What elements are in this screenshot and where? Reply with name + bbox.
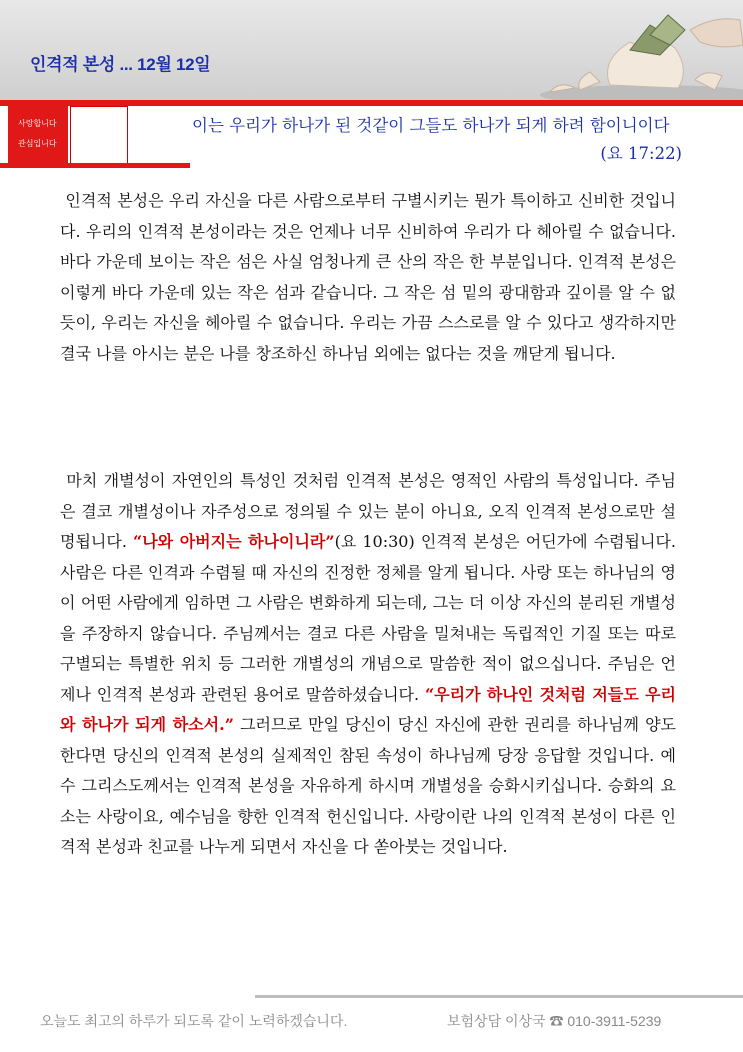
label-badge <box>8 104 68 164</box>
footer-divider <box>255 995 743 998</box>
page-title: 인격적 본성 ... 12월 12일 <box>30 55 211 74</box>
verse-text: 이는 우리가 하나가 된 것같이 그들도 하나가 되게 하려 함이니이다 <box>192 116 670 135</box>
verse-reference: (요 17:22) <box>600 144 682 163</box>
footer-contact: 보험상담 이상국 ☎ 010-3911-5239 <box>447 1013 662 1029</box>
badge-line-2: 관심입니다 <box>18 139 57 148</box>
scripture-verse <box>192 112 682 163</box>
paragraph-2-text-a: 마치 개별성이 자연인의 특성인 것처럼 인격적 본성은 영적인 사람의 특성입니다. 주님은 결코 개별성이나 자주성으로 정의될 수 있는 분이 아니요, 오직 인격적 본성으로만 설명됩니다. <box>60 471 676 551</box>
cracked-egg-money-art <box>500 0 743 100</box>
quote-john-10-30: “나와 아버지는 하나이니라” <box>133 532 335 551</box>
paragraph-2 <box>60 466 676 863</box>
paragraph-1 <box>60 186 676 369</box>
footer <box>40 1011 730 1031</box>
header-banner <box>0 0 743 100</box>
paragraph-2-text-b: (요 10:30) 인격적 본성은 어딘가에 수렴됩니다. 사람은 다른 인격과 수렴될 때 자신의 진정한 정체를 알게 됩니다. 사랑 또는 하나님의 영이 어떤 사람에게 임하면 그 사람은 변화하게 되는데, 그는 더 이상 자신의 분리된 개별성을 주장하지 않습니다. 주님께서는 결코 다른 사람을 밀쳐내는 독립적인 기질 또는 따로 구별되는 특별한 위치 등 그러한 개별성의 개념으로 말씀한 적이 없으십니다. 주님은 언제나 인격적 본성과 관련된 용어로 말씀하셨습니다. <box>60 532 676 704</box>
quote-john-17: “우리가 하나인 것처럼 저들도 우리와 하나가 되게 하소서.” <box>60 684 676 734</box>
side-divider <box>0 163 190 168</box>
paragraph-1-text: 인격적 본성은 우리 자신을 다른 사람으로부터 구별시키는 뭔가 특이하고 신비한 것입니다. 우리의 인격적 본성이라는 것은 언제나 너무 신비하여 우리가 다 헤아릴 수 없습니다. 바다 가운데 보이는 작은 섬은 사실 엄청나게 큰 산의 작은 한 부분입니다. 인격적 본성은 이렇게 바다 가운데 있는 작은 섬과 같습니다. 그 작은 섬 밑의 광대함과 깊이를 알 수 없듯이, 우리는 자신을 헤아릴 수 없습니다. 우리는 가끔 스스로를 알 수 있다고 생각하지만 결국 나를 아시는 분은 나를 창조하신 하나님 외에는 없다는 것을 깨닫게 됩니다. <box>60 191 676 363</box>
footer-motto: 오늘도 최고의 하루가 되도록 같이 노력하겠습니다. <box>40 1013 348 1029</box>
photo-frame <box>70 106 128 164</box>
badge-line-1: 사랑합니다 <box>18 119 57 128</box>
paragraph-2-text-c: 그러므로 만일 당신이 당신 자신에 관한 권리를 하나님께 양도한다면 당신의 인격적 본성의 실제적인 참된 속성이 하나님께 당장 응답할 것입니다. 예수 그리스도께서는 인격적 본성을 자유하게 하시며 개별성을 승화시키십니다. 승화의 요소는 사랑이요, 예수님을 향한 인격적 헌신입니다. 사랑이란 나의 인격적 본성이 다른 인격적 본성과 친교를 나누게 되면서 자신을 다 쏟아붓는 것입니다. <box>60 715 676 856</box>
